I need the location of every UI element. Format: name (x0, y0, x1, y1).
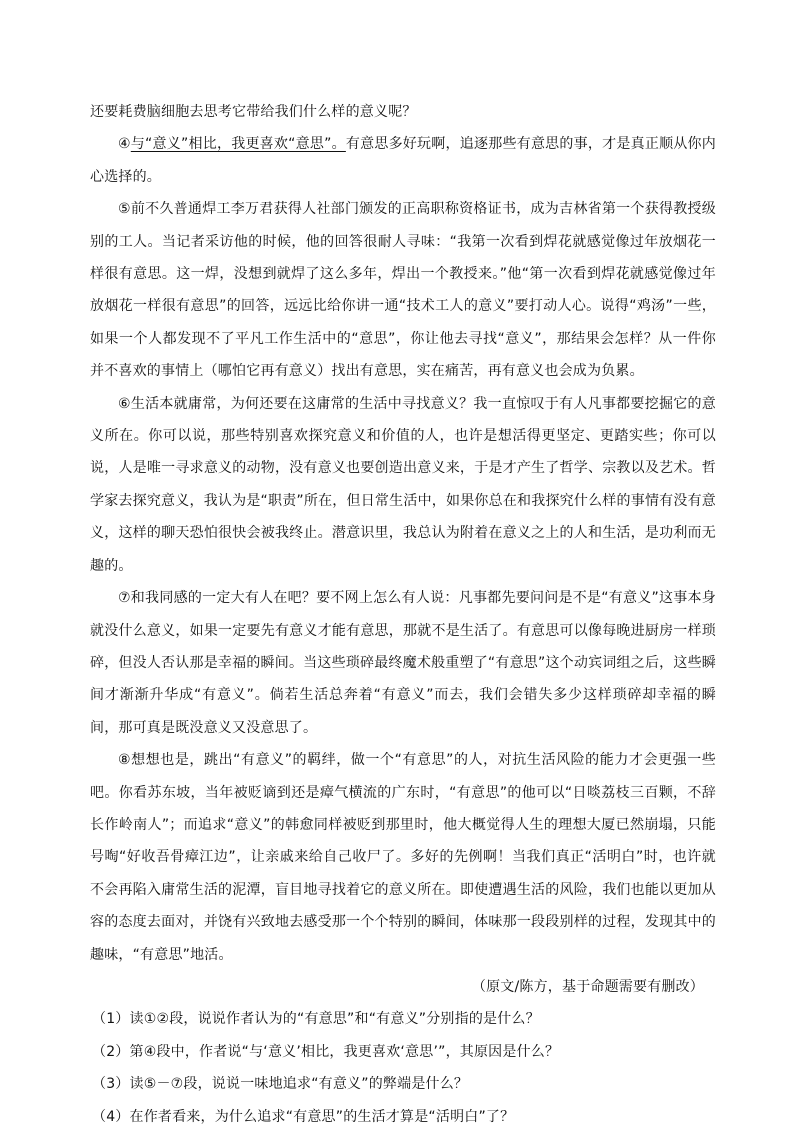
paragraph-text: 有意思多好玩啊，追逐那些有意思的事，才是真正顺从你内心选择的。 (90, 136, 716, 185)
question-4: （4）在作者看来，为什么追求“有意思”的生活才算是“活明白”了？ (92, 1108, 515, 1125)
question-2: （2）第④段中，作者说“与‘意义’相比，我更喜欢‘意思’”，其原因是什么？ (92, 1043, 560, 1060)
paragraph-6: ⑥生活本就庸常，为何还要在这庸常的生活中寻找意义？我一直惊叹于有人凡事都要挖掘它的意义所在。你可以说，那些特别喜欢探究意义和价值的人，也许是想活得更坚定、更踏实些；你可以说，人是唯一寻求意义的动物，没有意义也要创造出意义来，于是才产生了哲学、宗教以及艺术。哲学家去探究意义，我认为是“职责”所在，但日常生活中，如果你总在和我探究什么样的事情有没有意义，这样的聊天恐怕很快会被我终止。潜意识里，我总认为附着在意义之上的人和生活，是功利而无趣的。 (90, 395, 716, 574)
question-3: （3）读⑤－⑦段，说说一味地追求“有意义”的弊端是什么？ (92, 1076, 469, 1093)
question-1: （1）读①②段，说说作者认为的“有意思”和“有意义”分别指的是什么？ (92, 1011, 540, 1028)
paragraph-8: ⑧想想也是，跳出“有意义”的羁绊，做一个“有意思”的人，对抗生活风险的能力才会更强一些吧。你看苏东坡，当年被贬谪到还是瘴气横流的广东时，“有意思”的他可以“日啖荔枝三百颗，不辞长作岭南人”；而追求“意义”的韩愈同样被贬到那里时，他大概觉得人生的理想大厦已然崩塌，只能号啕“好收吾骨瘴江边”，让亲戚来给自己收尸了。多好的先例啊！当我们真正“活明白”时，也许就不会再陷入庸常生活的泥潭，盲目地寻找着它的意义所在。即使遭遇生活的风险，我们也能以更加从容的态度去面对，并饶有兴致地去感受那一个个特别的瞬间，体味那一段段别样的过程，发现其中的趣味，“有意思”地活。 (90, 752, 716, 963)
article (90, 96, 716, 1133)
paragraph-7: ⑦和我同感的一定大有人在吧？要不网上怎么有人说：凡事都先要问问是不是“有意义”这事本身就没什么意义，如果一定要先有意义才能有意思，那就不是生活了。有意思可以像每晚进厨房一样琐碎，但没人否认那是幸福的瞬间。当这些琐碎最终魔术般重塑了“有意思”这个动宾词组之后，这些瞬间才渐渐升华成“有意义”。倘若生活总奔着“有意义”而去，我们会错失多少这样琐碎却幸福的瞬间，那可真是既没意义又没意思了。 (90, 590, 716, 736)
source-note: （原文/陈方，基于命题需要有删改） (471, 978, 704, 995)
paragraph-marker: ④ (118, 136, 131, 153)
underlined-sentence: 与“意义”相比，我更喜欢“意思”。 (130, 136, 346, 153)
paragraph-4 (90, 128, 716, 193)
paragraph-continuation: 还要耗费脑细胞去思考它带给我们什么样的意义呢？ (90, 104, 417, 120)
paragraph-5: ⑤前不久普通焊工李万君获得人社部门颁发的正高职称资格证书，成为吉林省第一个获得教授级别的工人。当记者采访他的时候，他的回答很耐人寻味：“我第一次看到焊花就感觉像过年放烟花一样很有意思。这一焊，没想到就焊了这么多年，焊出一个教授来。”他“第一次看到焊花就感觉像过年放烟花一样很有意思”的回答，远远比给你讲一通“技术工人的意义”要打动人心。说得“鸡汤”一些，如果一个人都发现不了平凡工作生活中的“意思”，你让他去寻找“意义”，那结果会怎样？从一件你并不喜欢的事情上（哪怕它再有意义）找出有意思，实在痛苦，再有意义也会成为负累。 (90, 201, 716, 380)
